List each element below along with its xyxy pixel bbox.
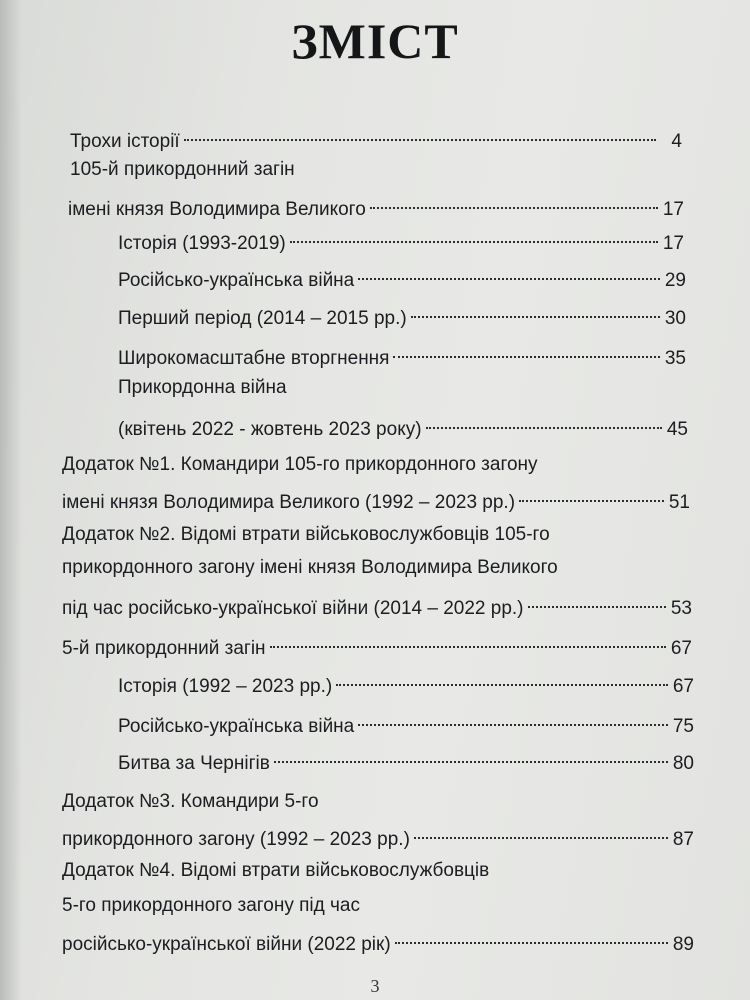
toc-entry-line: Прикордонна війна bbox=[118, 377, 287, 398]
toc-entry-label: Перший період (2014 – 2015 рр.) bbox=[118, 308, 407, 329]
toc-entry-line: 105-й прикордонний загін bbox=[70, 159, 295, 180]
toc-entry-label: Російсько-українська війна bbox=[118, 716, 355, 737]
toc-entry-line: Додаток №2. Відомі втрати військовослужбовців 105-го bbox=[62, 524, 550, 545]
toc-entry-line: Додаток №3. Командири 5-го bbox=[62, 791, 319, 812]
toc-entry-line: Додаток №1. Командири 105-го прикордонного загону bbox=[62, 454, 538, 475]
toc-entry-label: (квітень 2022 - жовтень 2023 року) bbox=[118, 419, 422, 440]
toc-entry-page: 67 bbox=[672, 676, 694, 697]
toc-entry-label: прикордонного загону (1992 – 2023 рр.) bbox=[62, 829, 410, 850]
toc-entry-page: 35 bbox=[664, 348, 686, 369]
dot-leader bbox=[414, 819, 668, 845]
dot-leader bbox=[290, 223, 658, 249]
toc-entry-label: Широкомасштабне вторгнення bbox=[118, 348, 390, 369]
dot-leader bbox=[184, 121, 656, 147]
dot-leader bbox=[336, 666, 668, 692]
toc-entry bbox=[68, 189, 684, 223]
toc-entry-page: 53 bbox=[670, 598, 692, 619]
toc-entry-page: 45 bbox=[666, 419, 688, 440]
toc-entry-page: 17 bbox=[662, 233, 684, 254]
toc-entry bbox=[118, 409, 688, 443]
toc-entry-page: 4 bbox=[671, 131, 682, 152]
toc-entry-page: 29 bbox=[664, 270, 686, 291]
toc-entry bbox=[62, 482, 690, 516]
dot-leader bbox=[370, 189, 658, 215]
toc-entry-page: 67 bbox=[670, 638, 692, 659]
toc-entry-label: Трохи історії bbox=[70, 131, 180, 152]
toc-entry bbox=[118, 666, 694, 700]
toc-entry bbox=[118, 223, 684, 257]
page-number: 3 bbox=[370, 976, 380, 996]
toc-entry-label: російсько-української війни (2022 рік) bbox=[62, 934, 391, 955]
toc-entry-label: Російсько-українська війна bbox=[118, 270, 355, 291]
toc-entry-page: 87 bbox=[672, 829, 694, 850]
dot-leader bbox=[519, 482, 664, 508]
toc-entry bbox=[118, 706, 694, 740]
toc-entry-line: Додаток №4. Відомі втрати військовослужбовців bbox=[62, 860, 490, 881]
dot-leader bbox=[411, 298, 660, 324]
toc-entry bbox=[118, 338, 686, 372]
toc-entry-label: Історія (1993-2019) bbox=[118, 233, 286, 254]
toc-entry bbox=[70, 121, 682, 155]
toc-entry bbox=[118, 743, 694, 777]
toc-entry-page: 89 bbox=[672, 934, 694, 955]
toc-entry-page: 75 bbox=[672, 716, 694, 737]
toc-entry bbox=[62, 628, 692, 662]
dot-leader bbox=[426, 409, 662, 435]
toc-entry bbox=[62, 588, 692, 622]
dot-leader bbox=[393, 338, 660, 364]
toc-entry-label: імені князя Володимира Великого bbox=[68, 199, 366, 220]
dot-leader bbox=[358, 260, 660, 286]
toc-entry-line: прикордонного загону імені князя Володимира Великого bbox=[62, 557, 558, 578]
toc-entry bbox=[118, 298, 686, 332]
toc-entry-label: Битва за Чернігів bbox=[118, 753, 270, 774]
toc-entry-page: 30 bbox=[664, 308, 686, 329]
toc-entry-label: під час російсько-української війни (2014 – 2022 рр.) bbox=[62, 598, 524, 619]
toc-entry bbox=[62, 924, 694, 958]
toc-entry bbox=[62, 819, 694, 853]
toc-entry-line: 5-го прикордонного загону під час bbox=[62, 895, 360, 916]
dot-leader bbox=[358, 706, 668, 732]
toc-entry-label: 5-й прикордонний загін bbox=[62, 638, 266, 659]
toc-entry-label: імені князя Володимира Великого (1992 – 2023 рр.) bbox=[62, 492, 516, 513]
toc-entry-page: 17 bbox=[662, 199, 684, 220]
toc-entry-page: 80 bbox=[672, 753, 694, 774]
dot-leader bbox=[528, 588, 667, 614]
dot-leader bbox=[270, 628, 666, 654]
page-title: ЗМІСТ bbox=[291, 13, 459, 69]
toc-entry bbox=[118, 260, 686, 294]
dot-leader bbox=[274, 743, 668, 769]
toc-entry-page: 51 bbox=[668, 492, 690, 513]
toc-entry-label: Історія (1992 – 2023 рр.) bbox=[118, 676, 333, 697]
dot-leader bbox=[395, 924, 668, 950]
